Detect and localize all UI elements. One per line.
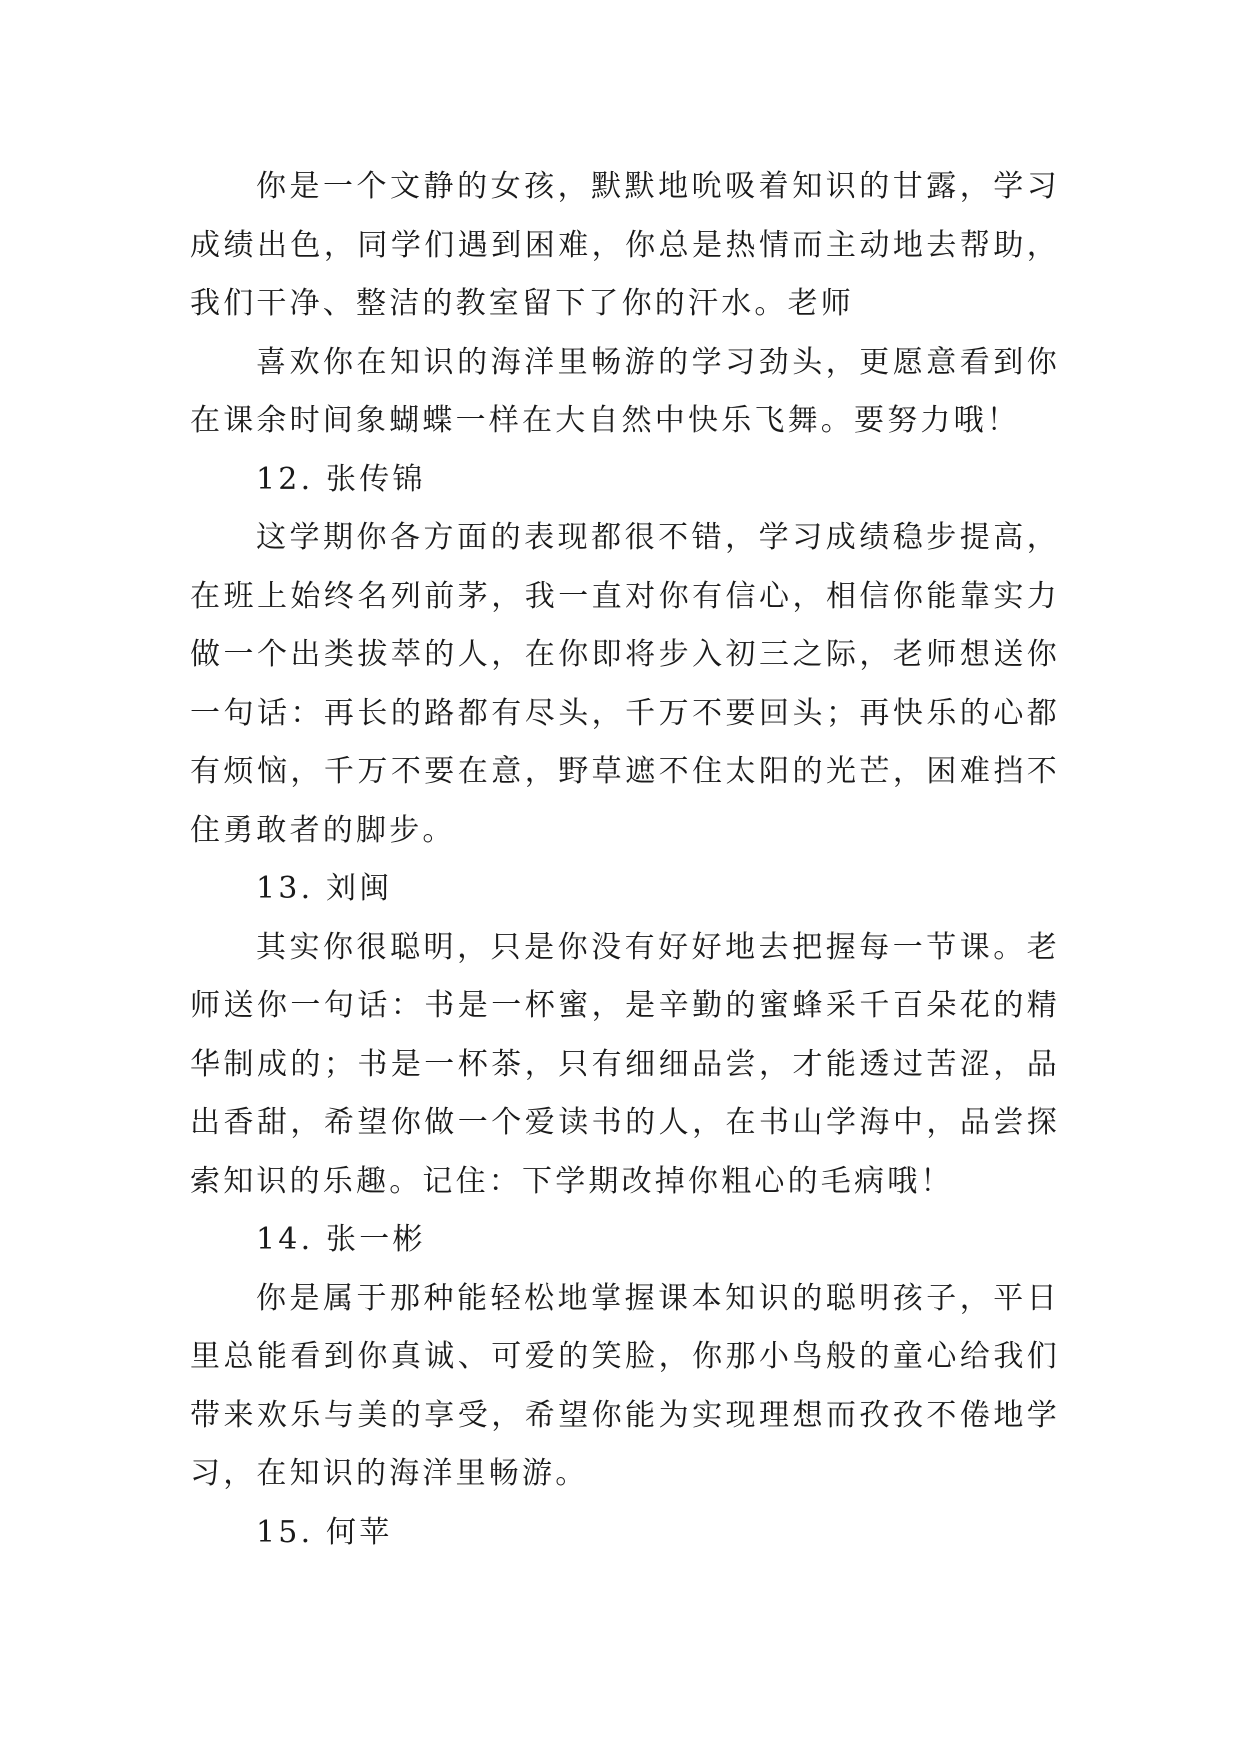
comment-paragraph: 你是一个文静的女孩，默默地吮吸着知识的甘露，学习成绩出色，同学们遇到困难，你总是热情而主动地去帮助，我们干净、整洁的教室留下了你的汗水。老师 (190, 169, 1060, 321)
comment-paragraph: 其实你很聪明，只是你没有好好地去把握每一节课。老师送你一句话：书是一杯蜜，是辛勤的蜜蜂采千百朵花的精华制成的；书是一杯茶，只有细细品尝，才能透过苦涩，品出香甜，希望你做一个爱读书的人，在书山学海中，品尝探索知识的乐趣。记住：下学期改掉你粗心的毛病哦！ (190, 929, 1060, 1199)
student-heading: 15. 何苹 (256, 1514, 393, 1550)
comment-paragraph: 你是属于那种能轻松地掌握课本知识的聪明孩子，平日里总能看到你真诚、可爱的笑脸，你那小鸟般的童心给我们带来欢乐与美的享受，希望你能为实现理想而孜孜不倦地学习，在知识的海洋里畅游。 (190, 1280, 1060, 1491)
comment-paragraph: 这学期你各方面的表现都很不错，学习成绩稳步提高，在班上始终名列前茅，我一直对你有信心，相信你能靠实力做一个出类拔萃的人，在你即将步入初三之际，老师想送你一句话：再长的路都有尽头，千万不要回头；再快乐的心都有烦恼，千万不要在意，野草遮不住太阳的光芒，困难挡不住勇敢者的脚步。 (190, 520, 1060, 848)
student-heading: 14. 张一彬 (256, 1222, 426, 1257)
student-heading: 12. 张传锦 (256, 461, 426, 497)
document-body (190, 158, 1060, 1562)
comment-paragraph: 喜欢你在知识的海洋里畅游的学习劲头，更愿意看到你在课余时间象蝴蝶一样在大自然中快乐飞舞。要努力哦！ (190, 344, 1060, 438)
student-heading: 13. 刘闽 (256, 871, 393, 906)
